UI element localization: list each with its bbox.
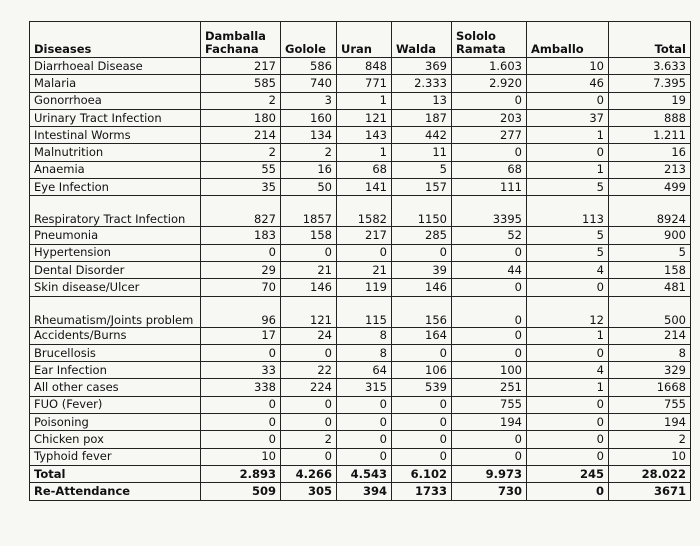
table-cell: 0 — [527, 92, 609, 109]
header-row — [30, 22, 691, 58]
table-cell: 586 — [281, 58, 337, 75]
table-cell: 251 — [452, 379, 527, 396]
disease-table-sheet — [29, 21, 690, 501]
row-label: FUO (Fever) — [30, 396, 201, 413]
table-cell: 8924 — [609, 196, 691, 227]
table-cell: 157 — [392, 179, 452, 196]
table-cell: 16 — [281, 161, 337, 178]
table-row — [30, 483, 691, 500]
table-cell: 0 — [392, 396, 452, 413]
row-label: All other cases — [30, 379, 201, 396]
table-cell: 33 — [201, 362, 281, 379]
table-cell: 0 — [392, 344, 452, 361]
table-cell: 5 — [609, 244, 691, 261]
table-cell: 4 — [527, 261, 609, 278]
table-cell: 64 — [337, 362, 392, 379]
table-row — [30, 244, 691, 261]
table-row — [30, 396, 691, 413]
header-amballo: Amballo — [527, 22, 609, 58]
table-cell: 0 — [452, 296, 527, 327]
table-cell: 848 — [337, 58, 392, 75]
table-cell: 13 — [392, 92, 452, 109]
table-cell: 217 — [337, 227, 392, 244]
table-cell: 5 — [392, 161, 452, 178]
table-cell: 0 — [201, 344, 281, 361]
table-cell: 24 — [281, 327, 337, 344]
table-cell: 113 — [527, 196, 609, 227]
table-cell: 156 — [392, 296, 452, 327]
table-row — [30, 344, 691, 361]
table-row — [30, 448, 691, 465]
table-cell: 3 — [281, 92, 337, 109]
table-cell: 2 — [201, 92, 281, 109]
table-cell: 6.102 — [392, 465, 452, 482]
table-row — [30, 161, 691, 178]
table-cell: 771 — [337, 75, 392, 92]
table-cell: 194 — [609, 414, 691, 431]
table-cell: 115 — [337, 296, 392, 327]
table-cell: 0 — [392, 244, 452, 261]
table-cell: 1857 — [281, 196, 337, 227]
header-total: Total — [609, 22, 691, 58]
table-cell: 70 — [201, 279, 281, 296]
table-cell: 8 — [609, 344, 691, 361]
table-cell: 5 — [527, 244, 609, 261]
table-cell: 146 — [281, 279, 337, 296]
table-cell: 4.266 — [281, 465, 337, 482]
table-cell: 1 — [337, 92, 392, 109]
row-label: Accidents/Burns — [30, 327, 201, 344]
table-cell: 141 — [337, 179, 392, 196]
table-row — [30, 75, 691, 92]
table-cell: 245 — [527, 465, 609, 482]
table-cell: 329 — [609, 362, 691, 379]
table-cell: 2 — [281, 431, 337, 448]
table-row — [30, 414, 691, 431]
row-label: Hypertension — [30, 244, 201, 261]
table-cell: 755 — [452, 396, 527, 413]
table-cell: 2.893 — [201, 465, 281, 482]
table-cell: 0 — [452, 92, 527, 109]
table-cell: 0 — [452, 448, 527, 465]
table-cell: 213 — [609, 161, 691, 178]
table-cell: 12 — [527, 296, 609, 327]
table-cell: 305 — [281, 483, 337, 500]
row-label: Brucellosis — [30, 344, 201, 361]
table-cell: 0 — [337, 448, 392, 465]
row-label: Diarrhoeal Disease — [30, 58, 201, 75]
row-label: Chicken pox — [30, 431, 201, 448]
table-cell: 44 — [452, 261, 527, 278]
row-label: Re-Attendance — [30, 483, 201, 500]
table-cell: 0 — [527, 483, 609, 500]
table-cell: 7.395 — [609, 75, 691, 92]
table-cell: 0 — [452, 344, 527, 361]
table-cell: 21 — [281, 261, 337, 278]
row-label: Urinary Tract Infection — [30, 109, 201, 126]
table-row — [30, 58, 691, 75]
table-cell: 0 — [527, 448, 609, 465]
table-cell: 8 — [337, 327, 392, 344]
table-cell: 217 — [201, 58, 281, 75]
table-cell: 2 — [609, 431, 691, 448]
table-cell: 338 — [201, 379, 281, 396]
table-cell: 3671 — [609, 483, 691, 500]
row-label: Dental Disorder — [30, 261, 201, 278]
table-cell: 0 — [392, 431, 452, 448]
table-cell: 0 — [452, 144, 527, 161]
table-cell: 9.973 — [452, 465, 527, 482]
table-cell: 37 — [527, 109, 609, 126]
table-cell: 160 — [281, 109, 337, 126]
table-cell: 0 — [452, 244, 527, 261]
table-cell: 5 — [527, 179, 609, 196]
row-label: Total — [30, 465, 201, 482]
table-cell: 1733 — [392, 483, 452, 500]
table-cell: 17 — [201, 327, 281, 344]
table-cell: 146 — [392, 279, 452, 296]
table-cell: 509 — [201, 483, 281, 500]
row-label: Pneumonia — [30, 227, 201, 244]
table-cell: 50 — [281, 179, 337, 196]
table-cell: 3395 — [452, 196, 527, 227]
table-cell: 0 — [201, 414, 281, 431]
table-row — [30, 144, 691, 161]
table-cell: 0 — [392, 448, 452, 465]
header-sololo-ramata: Sololo Ramata — [452, 22, 527, 58]
table-row — [30, 465, 691, 482]
table-cell: 442 — [392, 127, 452, 144]
table-cell: 21 — [337, 261, 392, 278]
table-cell: 10 — [201, 448, 281, 465]
table-cell: 1150 — [392, 196, 452, 227]
row-label: Poisoning — [30, 414, 201, 431]
table-cell: 499 — [609, 179, 691, 196]
table-cell: 68 — [452, 161, 527, 178]
table-cell: 0 — [527, 144, 609, 161]
table-cell: 1668 — [609, 379, 691, 396]
table-cell: 68 — [337, 161, 392, 178]
table-cell: 1582 — [337, 196, 392, 227]
table-row — [30, 261, 691, 278]
table-cell: 194 — [452, 414, 527, 431]
table-cell: 888 — [609, 109, 691, 126]
table-cell: 143 — [337, 127, 392, 144]
table-row — [30, 196, 691, 227]
table-cell: 16 — [609, 144, 691, 161]
table-cell: 4.543 — [337, 465, 392, 482]
table-cell: 0 — [527, 414, 609, 431]
table-cell: 224 — [281, 379, 337, 396]
table-cell: 22 — [281, 362, 337, 379]
table-cell: 28.022 — [609, 465, 691, 482]
row-label: Respiratory Tract Infection — [30, 196, 201, 227]
table-cell: 2 — [201, 144, 281, 161]
row-label: Rheumatism/Joints problem — [30, 296, 201, 327]
table-cell: 187 — [392, 109, 452, 126]
table-cell: 29 — [201, 261, 281, 278]
row-label: Malaria — [30, 75, 201, 92]
table-cell: 481 — [609, 279, 691, 296]
table-row — [30, 279, 691, 296]
table-cell: 0 — [201, 244, 281, 261]
table-cell: 0 — [201, 396, 281, 413]
table-cell: 0 — [527, 344, 609, 361]
table-row — [30, 179, 691, 196]
table-body — [30, 58, 691, 501]
header-walda: Walda — [392, 22, 452, 58]
table-cell: 285 — [392, 227, 452, 244]
disease-table — [29, 21, 691, 501]
table-cell: 0 — [201, 431, 281, 448]
header-diseases: Diseases — [30, 22, 201, 58]
table-cell: 158 — [609, 261, 691, 278]
table-cell: 203 — [452, 109, 527, 126]
table-cell: 5 — [527, 227, 609, 244]
table-cell: 11 — [392, 144, 452, 161]
row-label: Anaemia — [30, 161, 201, 178]
table-row — [30, 92, 691, 109]
table-cell: 0 — [527, 396, 609, 413]
header-damballa-fachana: Damballa Fachana — [201, 22, 281, 58]
table-cell: 106 — [392, 362, 452, 379]
table-cell: 55 — [201, 161, 281, 178]
header-golole: Golole — [281, 22, 337, 58]
table-cell: 1 — [527, 327, 609, 344]
table-cell: 0 — [281, 396, 337, 413]
table-cell: 394 — [337, 483, 392, 500]
table-cell: 1 — [337, 144, 392, 161]
row-label: Intestinal Worms — [30, 127, 201, 144]
table-cell: 119 — [337, 279, 392, 296]
table-cell: 4 — [527, 362, 609, 379]
table-row — [30, 227, 691, 244]
table-cell: 3.633 — [609, 58, 691, 75]
table-cell: 96 — [201, 296, 281, 327]
table-cell: 900 — [609, 227, 691, 244]
table-cell: 0 — [281, 344, 337, 361]
table-row — [30, 379, 691, 396]
table-cell: 19 — [609, 92, 691, 109]
table-row — [30, 327, 691, 344]
table-cell: 10 — [609, 448, 691, 465]
table-cell: 0 — [337, 244, 392, 261]
table-cell: 1 — [527, 379, 609, 396]
table-cell: 755 — [609, 396, 691, 413]
table-cell: 134 — [281, 127, 337, 144]
table-cell: 730 — [452, 483, 527, 500]
table-cell: 0 — [452, 431, 527, 448]
table-cell: 121 — [281, 296, 337, 327]
table-cell: 158 — [281, 227, 337, 244]
table-cell: 0 — [281, 448, 337, 465]
table-cell: 827 — [201, 196, 281, 227]
table-cell: 277 — [452, 127, 527, 144]
table-row — [30, 109, 691, 126]
table-cell: 2.920 — [452, 75, 527, 92]
table-cell: 1.211 — [609, 127, 691, 144]
table-cell: 0 — [452, 327, 527, 344]
table-cell: 121 — [337, 109, 392, 126]
table-cell: 0 — [527, 279, 609, 296]
table-cell: 0 — [281, 414, 337, 431]
table-cell: 2 — [281, 144, 337, 161]
table-cell: 46 — [527, 75, 609, 92]
row-label: Malnutrition — [30, 144, 201, 161]
table-cell: 0 — [337, 414, 392, 431]
table-cell: 111 — [452, 179, 527, 196]
table-cell: 39 — [392, 261, 452, 278]
table-cell: 10 — [527, 58, 609, 75]
table-cell: 1 — [527, 127, 609, 144]
row-label: Typhoid fever — [30, 448, 201, 465]
table-cell: 164 — [392, 327, 452, 344]
table-cell: 8 — [337, 344, 392, 361]
table-row — [30, 127, 691, 144]
header-uran: Uran — [337, 22, 392, 58]
row-label: Eye Infection — [30, 179, 201, 196]
table-cell: 183 — [201, 227, 281, 244]
table-cell: 585 — [201, 75, 281, 92]
row-label: Gonorrhoea — [30, 92, 201, 109]
table-cell: 0 — [452, 279, 527, 296]
table-cell: 539 — [392, 379, 452, 396]
table-row — [30, 431, 691, 448]
table-cell: 52 — [452, 227, 527, 244]
table-cell: 1.603 — [452, 58, 527, 75]
table-cell: 0 — [392, 414, 452, 431]
row-label: Ear Infection — [30, 362, 201, 379]
table-row — [30, 296, 691, 327]
table-cell: 0 — [281, 244, 337, 261]
table-cell: 500 — [609, 296, 691, 327]
table-row — [30, 362, 691, 379]
table-cell: 180 — [201, 109, 281, 126]
table-cell: 0 — [527, 431, 609, 448]
table-cell: 0 — [337, 431, 392, 448]
table-cell: 35 — [201, 179, 281, 196]
table-cell: 2.333 — [392, 75, 452, 92]
table-cell: 1 — [527, 161, 609, 178]
table-cell: 740 — [281, 75, 337, 92]
table-cell: 214 — [609, 327, 691, 344]
table-cell: 315 — [337, 379, 392, 396]
table-cell: 369 — [392, 58, 452, 75]
table-cell: 100 — [452, 362, 527, 379]
table-cell: 0 — [337, 396, 392, 413]
row-label: Skin disease/Ulcer — [30, 279, 201, 296]
table-cell: 214 — [201, 127, 281, 144]
